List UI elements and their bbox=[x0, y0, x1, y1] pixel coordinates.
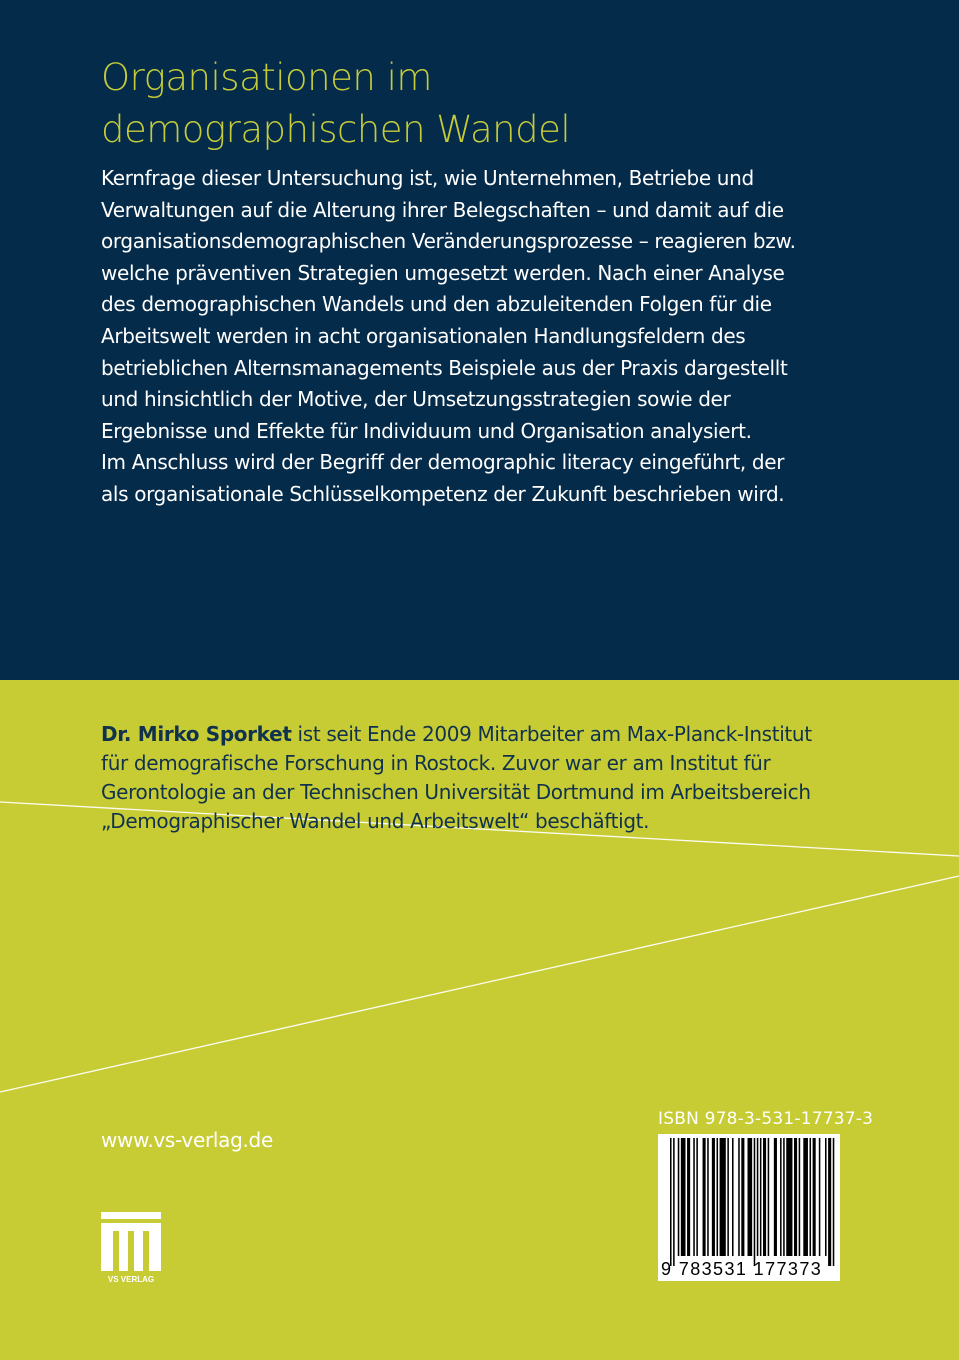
barcode-bar bbox=[760, 1138, 762, 1256]
bio-line: Gerontologie an der Technischen Universität Dortmund im Arbeitsbereich bbox=[101, 780, 811, 804]
barcode-bar bbox=[681, 1138, 686, 1256]
description-line: organisationsdemographischen Veränderungsprozesse – reagieren bzw. bbox=[101, 229, 796, 254]
barcode-bar bbox=[780, 1138, 782, 1256]
title-line-2: demographischen Wandel bbox=[101, 108, 571, 151]
barcode-bar bbox=[678, 1138, 680, 1256]
description-line: Arbeitswelt werden in acht organisationalen Handlungsfeldern des bbox=[101, 323, 746, 348]
description-line: Verwaltungen auf die Alterung ihrer Belegschaften – und damit auf die bbox=[101, 197, 784, 222]
barcode-digits: 9 783531 177373 bbox=[661, 1259, 823, 1279]
author-bio bbox=[101, 720, 891, 836]
barcode-bar bbox=[833, 1138, 835, 1266]
barcode-bar bbox=[717, 1138, 719, 1256]
barcode-bar bbox=[727, 1138, 729, 1256]
barcode-bar bbox=[803, 1138, 808, 1256]
description-line: welche präventiven Strategien umgesetzt werden. Nach einer Analyse bbox=[101, 260, 785, 285]
vs-verlag-logo-icon bbox=[101, 1212, 161, 1284]
barcode-bar bbox=[810, 1138, 812, 1256]
barcode-bar bbox=[738, 1138, 740, 1256]
barcode-bar bbox=[707, 1138, 709, 1256]
barcode-bar bbox=[794, 1138, 797, 1256]
barcode-bar bbox=[819, 1138, 821, 1256]
barcode-bar bbox=[732, 1138, 734, 1256]
book-description bbox=[101, 163, 891, 511]
bio-line: „Demographischer Wandel und Arbeitswelt“ beschäftigt. bbox=[101, 809, 650, 833]
description-line: Im Anschluss wird der Begriff der demographic literacy eingeführt, der bbox=[101, 450, 785, 475]
barcode-bar bbox=[741, 1138, 744, 1256]
barcode-bar bbox=[825, 1138, 827, 1256]
barcode-bar bbox=[687, 1138, 690, 1256]
barcode-bar bbox=[763, 1138, 766, 1256]
barcode-bar bbox=[748, 1138, 753, 1256]
author-name: Dr. Mirko Sporket bbox=[101, 722, 292, 746]
barcode-bar bbox=[696, 1138, 698, 1256]
publisher-url[interactable]: www.vs-verlag.de bbox=[101, 1128, 273, 1152]
barcode-bar bbox=[783, 1138, 785, 1256]
barcode-bar bbox=[768, 1138, 770, 1256]
book-title bbox=[101, 52, 901, 156]
decorative-line-2 bbox=[0, 876, 959, 1092]
isbn-label: ISBN 978-3-531-17737-3 bbox=[658, 1109, 874, 1129]
barcode-bar bbox=[786, 1138, 792, 1256]
barcode-bar bbox=[703, 1138, 706, 1256]
barcode-bar bbox=[720, 1138, 726, 1256]
barcode-bar bbox=[693, 1138, 695, 1256]
description-line: und hinsichtlich der Motive, der Umsetzungsstrategien sowie der bbox=[101, 387, 731, 412]
barcode-bar bbox=[813, 1138, 816, 1256]
barcode-bar bbox=[774, 1138, 777, 1256]
description-line: als organisationale Schlüsselkompetenz der Zukunft beschrieben wird. bbox=[101, 481, 785, 506]
bio-line-1-rest: ist seit Ende 2009 Mitarbeiter am Max-Planck-Institut bbox=[291, 722, 812, 746]
description-line: Kernfrage dieser Untersuchung ist, wie Unternehmen, Betriebe und bbox=[101, 166, 754, 190]
bio-line: für demografische Forschung in Rostock. Zuvor war er am Institut für bbox=[101, 751, 771, 775]
title-line-1: Organisationen im bbox=[101, 56, 432, 99]
description-line: Ergebnisse und Effekte für Individuum und Organisation analysiert. bbox=[101, 418, 752, 443]
barcode-bar bbox=[799, 1138, 801, 1256]
logo-text: VS VERLAG bbox=[107, 1275, 155, 1284]
barcode-bar bbox=[712, 1138, 715, 1256]
barcode-bar bbox=[828, 1138, 831, 1266]
bio-line-1 bbox=[101, 720, 891, 749]
barcode-bar bbox=[673, 1138, 675, 1266]
lower-lime-panel bbox=[0, 680, 959, 1360]
description-line: des demographischen Wandels und den abzuleitenden Folgen für die bbox=[101, 292, 772, 317]
barcode-bar bbox=[670, 1138, 672, 1266]
description-line: betrieblichen Alternsmanagements Beispiele aus der Praxis dargestellt bbox=[101, 355, 788, 380]
isbn-barcode bbox=[658, 1134, 840, 1281]
barcode-bar bbox=[757, 1138, 759, 1256]
barcode-bar bbox=[754, 1138, 756, 1266]
